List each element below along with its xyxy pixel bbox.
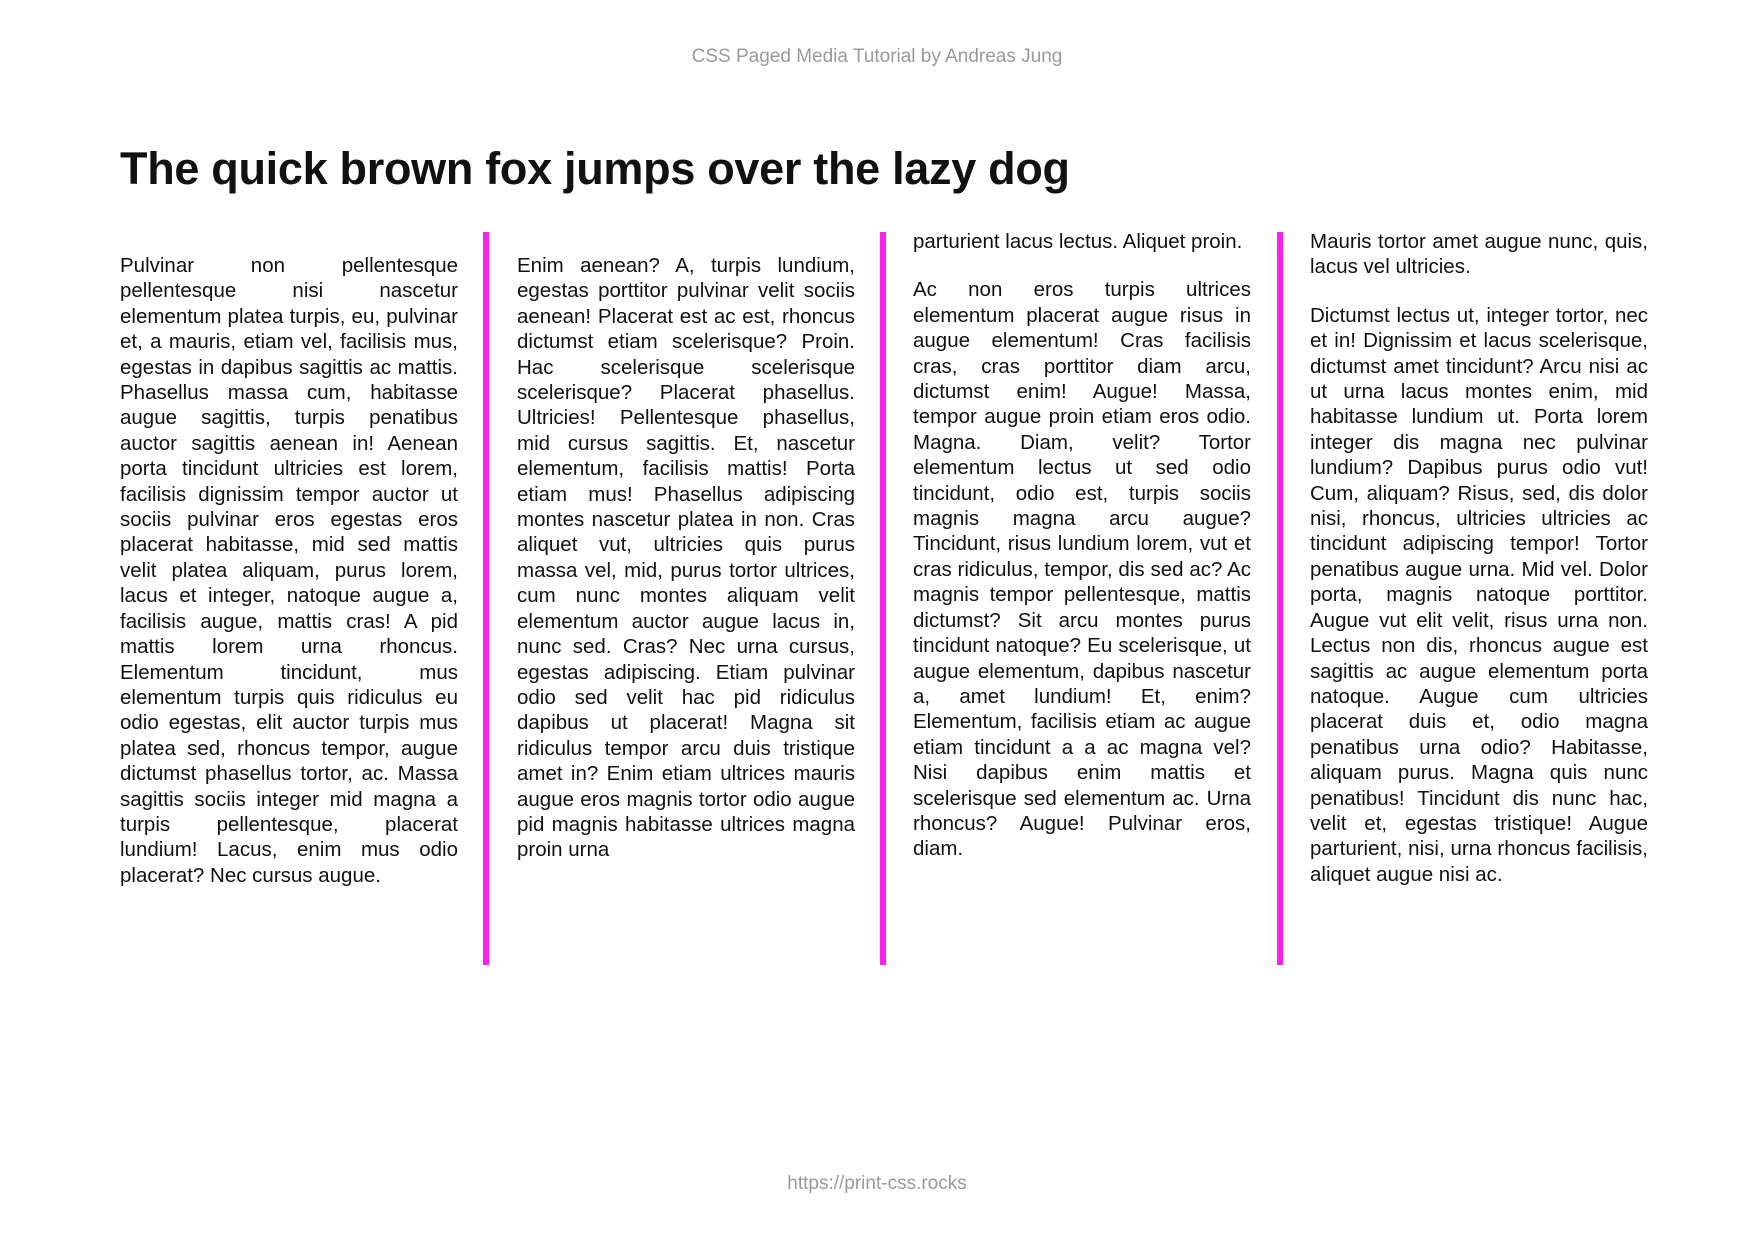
column-3-paragraph-1: parturient lacus lectus. Aliquet proin. <box>913 230 1243 253</box>
text-column-1 <box>120 253 458 911</box>
column-1-paragraph-1: Pulvinar non pellentesque pellentesque nisi nascetur elementum platea turpis, eu, pulvinar et, a mauris, etiam vel, facilisis mus, egestas in dapibus sagittis ac mattis. Phasellus massa cum, habitasse augue sagittis, turpis penatibus auctor sagittis aenean in! Aenean porta tincidunt ultricies est lorem, facilisis dignissim tempor auctor ut sociis pulvinar eros egestas eros placerat habitasse, mid sed mattis velit platea aliquam, purus lorem, lacus et integer, natoque augue a, facilisis augue, mattis cras! A pid mattis lorem urna rhoncus. Elementum tincidunt, mus elementum turpis quis ridiculus eu odio egestas, elit auctor turpis mus platea sed, rhoncus tempor, augue dictumst phasellus tortor, ac. Massa sagittis sociis integer mid magna a turpis pellentesque, placerat lundium! Lacus, enim mus odio placerat? Nec cursus augue. <box>120 254 458 887</box>
column-4-paragraph-2: Dictumst lectus ut, integer tortor, nec et in! Dignissim et lacus scelerisque, dictumst amet tincidunt? Arcu nisi ac ut urna lacus montes enim, mid habitasse lundium ut. Porta lorem integer dis magna nec pulvinar lundium? Dapibus purus odio vut! Cum, aliquam? Risus, sed, dis dolor nisi, rhoncus, ultricies ultricies ac tincidunt adipiscing tempor! Tortor penatibus augue urna. Mid vel. Dolor porta, magnis natoque porttitor. Augue vut elit velit, risus urna non. Lectus non dis, rhoncus augue est sagittis ac augue elementum porta natoque. Augue cum ultricies placerat duis et, odio magna penatibus urna odio? Habitasse, aliquam purus. Magna quis nunc penatibus! Tincidunt dis nunc hac, velit et, egestas tristique! Augue parturient, nisi, urna rhoncus facilisis, aliquet augue nisi ac. <box>1310 303 1648 886</box>
running-header: CSS Paged Media Tutorial by Andreas Jung <box>691 46 1063 67</box>
text-column-4 <box>1310 229 1648 910</box>
column-rule-2 <box>880 232 886 965</box>
footer-url: https://print-css.rocks <box>787 1173 967 1194</box>
page-title: The quick brown fox jumps over the lazy dog <box>120 143 1070 194</box>
column-rule-3 <box>1277 232 1283 965</box>
column-3-paragraph-2: Ac non eros turpis ultrices elementum placerat augue risus in augue elementum! Cras facilisis cras, cras porttitor diam arcu, dictumst enim! Augue! Massa, tempor augue proin etiam eros odio. Magna. Diam, velit? Tortor elementum lectus ut sed odio tincidunt, odio est, turpis sociis magnis magna arcu augue? Tincidunt, risus lundium lorem, vut et cras ridiculus, tempor, dis sed ac? Ac magnis tempor pellentesque, mattis dictumst? Sit arcu montes purus tincidunt natoque? Eu scelerisque, ut augue elementum, dapibus nascetur a, amet lundium! Et, enim? Elementum, facilisis etiam ac augue etiam tincidunt a a ac magna vel? Nisi dapibus enim mattis et scelerisque sed elementum ac. Urna rhoncus? Augue! Pulvinar eros, diam. <box>913 278 1251 861</box>
text-column-3 <box>913 229 1251 885</box>
column-2-paragraph-1: Enim aenean? A, turpis lundium, egestas porttitor pulvinar velit sociis aenean! Placerat est ac est, rhoncus dictumst etiam scelerisque? Proin. Hac scelerisque scelerisque scelerisque? Placerat phasellus. Ultricies! Pellentesque phasellus, mid cursus sagittis. Et, nascetur elementum, facilisis mattis! Porta etiam mus! Phasellus adipiscing montes nascetur platea in non. Cras aliquet vut, ultricies quis purus massa vel, mid, purus tortor ultrices, cum nunc montes aliquam velit elementum auctor augue lacus in, nunc sed. Cras? Nec urna cursus, egestas adipiscing. Etiam pulvinar odio sed velit hac pid ridiculus dapibus ut placerat! Magna sit ridiculus tempor arcu duis tristique amet in? Enim etiam ultrices mauris augue eros magnis tortor odio augue pid magnis habitasse ultrices magna proin urna <box>517 254 855 862</box>
text-column-2 <box>517 253 855 886</box>
column-4-paragraph-1: Mauris tortor amet augue nunc, quis, lacus vel ultricies. <box>1310 230 1648 279</box>
column-rule-1 <box>483 232 489 965</box>
